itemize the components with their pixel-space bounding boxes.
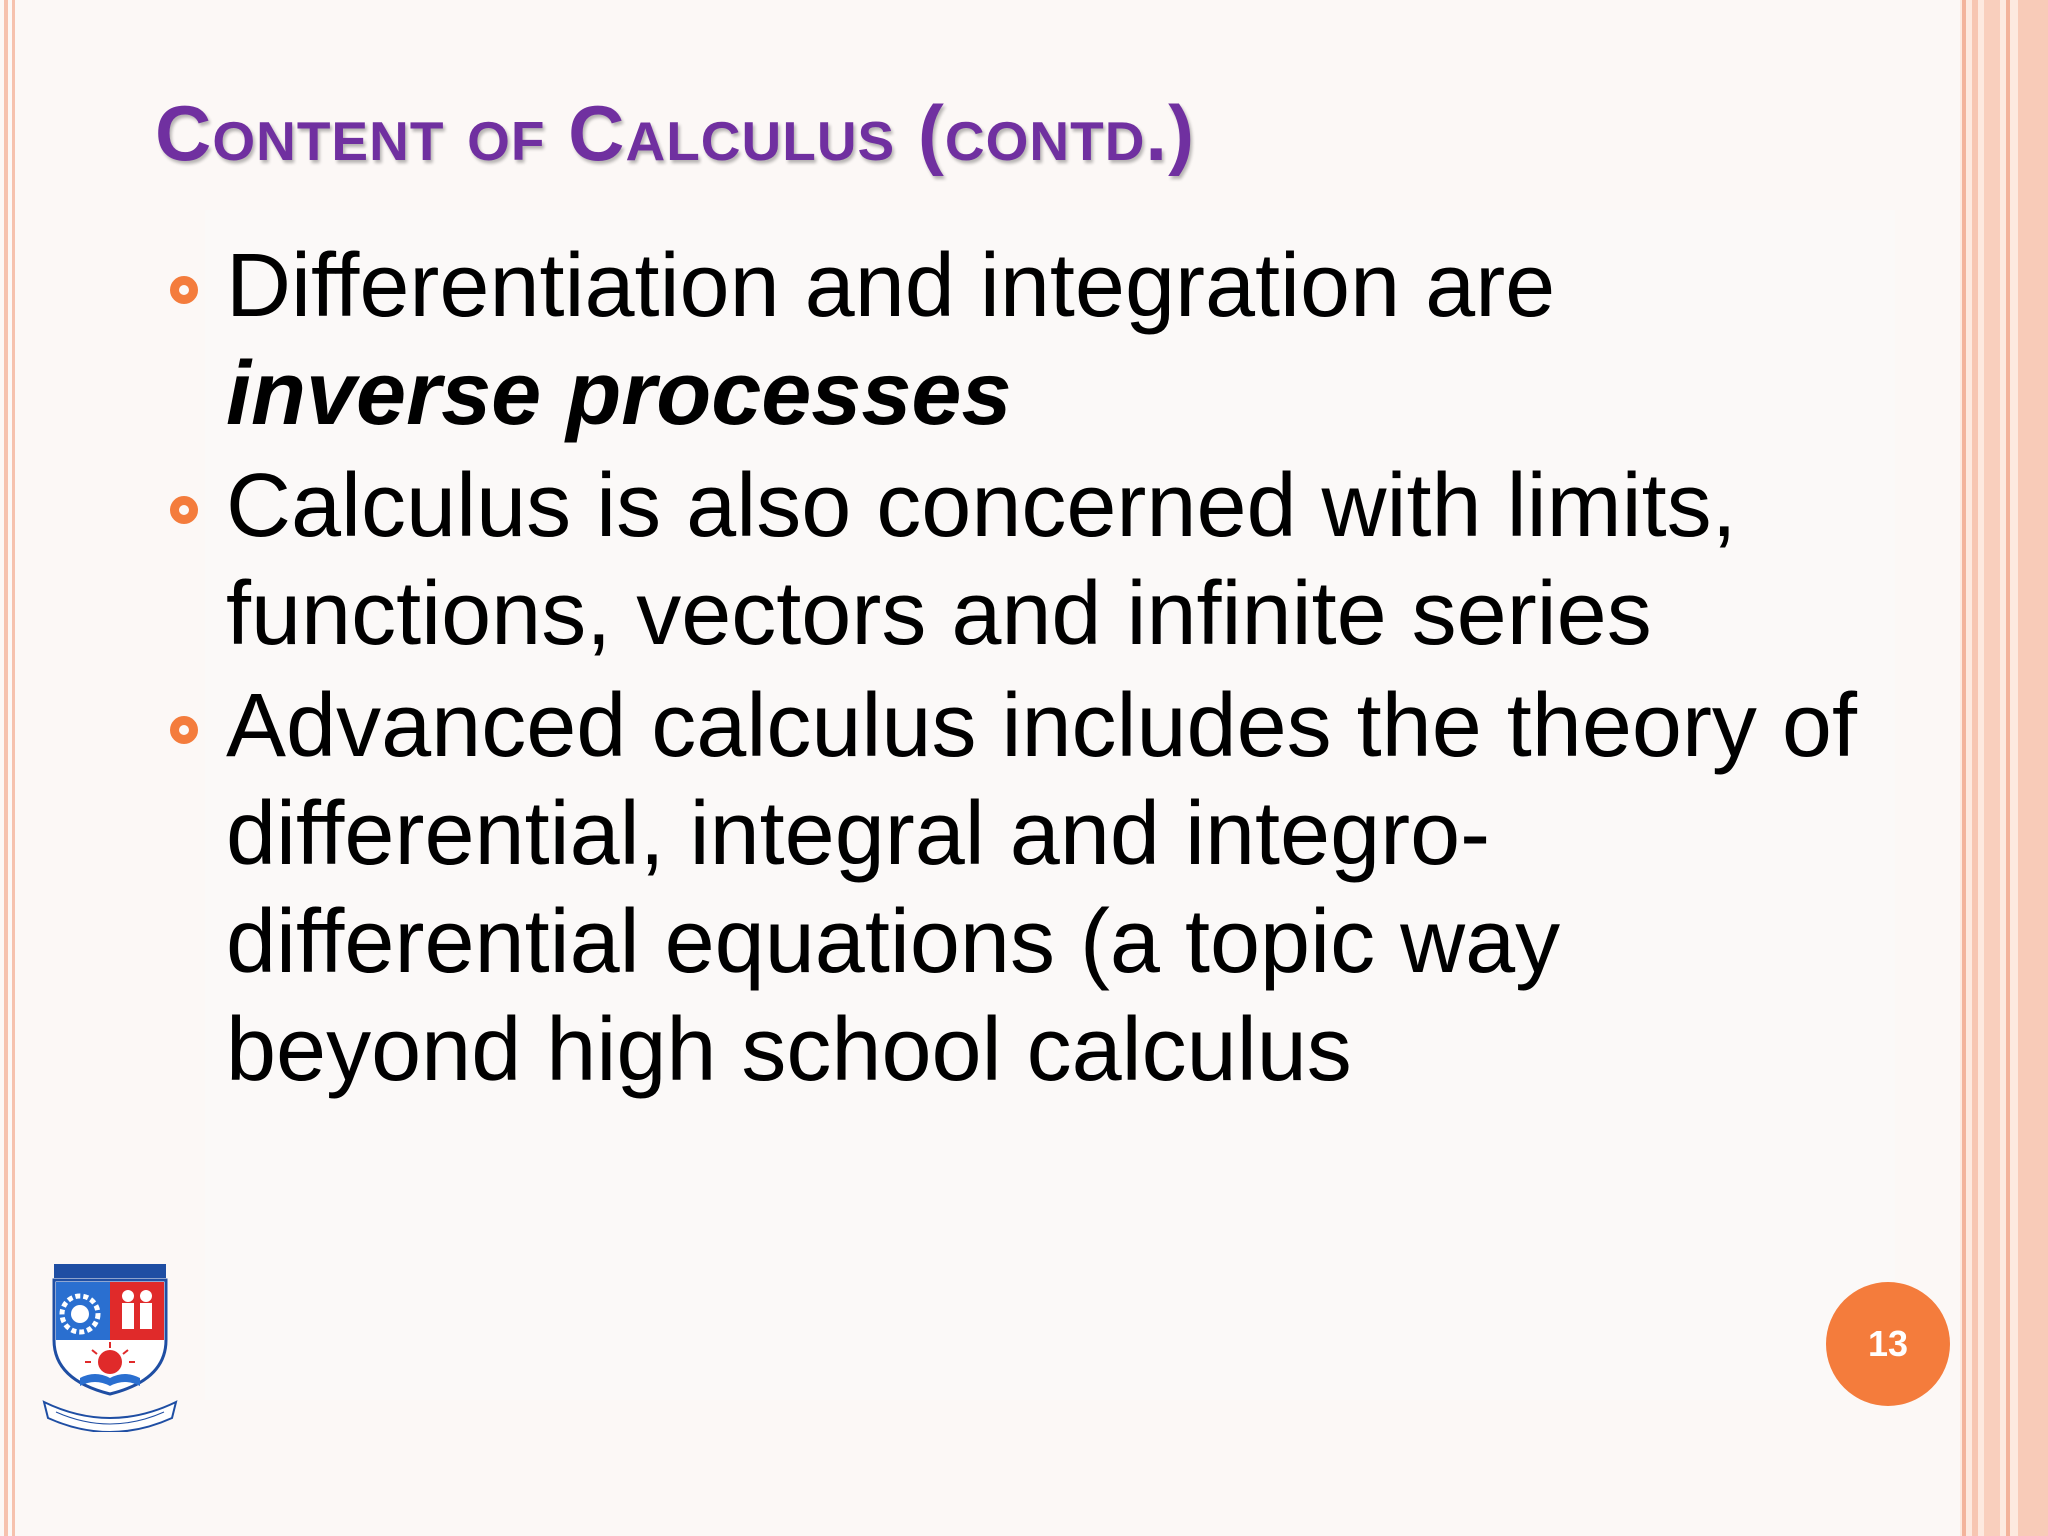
bullet-ring-icon <box>170 716 198 744</box>
bullet-text: Differentiation and integration are <box>226 236 1556 336</box>
right-border-stripe <box>1972 0 1978 1536</box>
bullet-item <box>170 452 1870 668</box>
left-border-line <box>12 0 15 1536</box>
page-number-badge: 13 <box>1826 1282 1950 1406</box>
left-border-line <box>4 0 8 1536</box>
bullet-text: Advanced calculus includes the theory of differential, integral and integro-differential equations (a topic way beyond high school calculus <box>226 676 1857 1100</box>
bullet-item <box>170 672 1870 1104</box>
bullet-ring-icon <box>170 276 198 304</box>
right-border-stripe <box>2018 0 2048 1536</box>
bullet-emphasis: inverse processes <box>226 344 1012 444</box>
right-border-stripe <box>1962 0 1966 1536</box>
bullet-ring-icon <box>170 496 198 524</box>
bullet-list <box>170 232 1870 1108</box>
university-logo <box>40 1262 180 1432</box>
bullet-text: Calculus is also concerned with limits, functions, vectors and infinite series <box>226 456 1737 664</box>
bullet-item <box>170 232 1870 448</box>
right-border-stripe <box>2006 0 2010 1536</box>
slide-title: Content of Calculus (contd.) <box>155 89 1196 177</box>
right-border-stripe <box>1984 0 2000 1536</box>
